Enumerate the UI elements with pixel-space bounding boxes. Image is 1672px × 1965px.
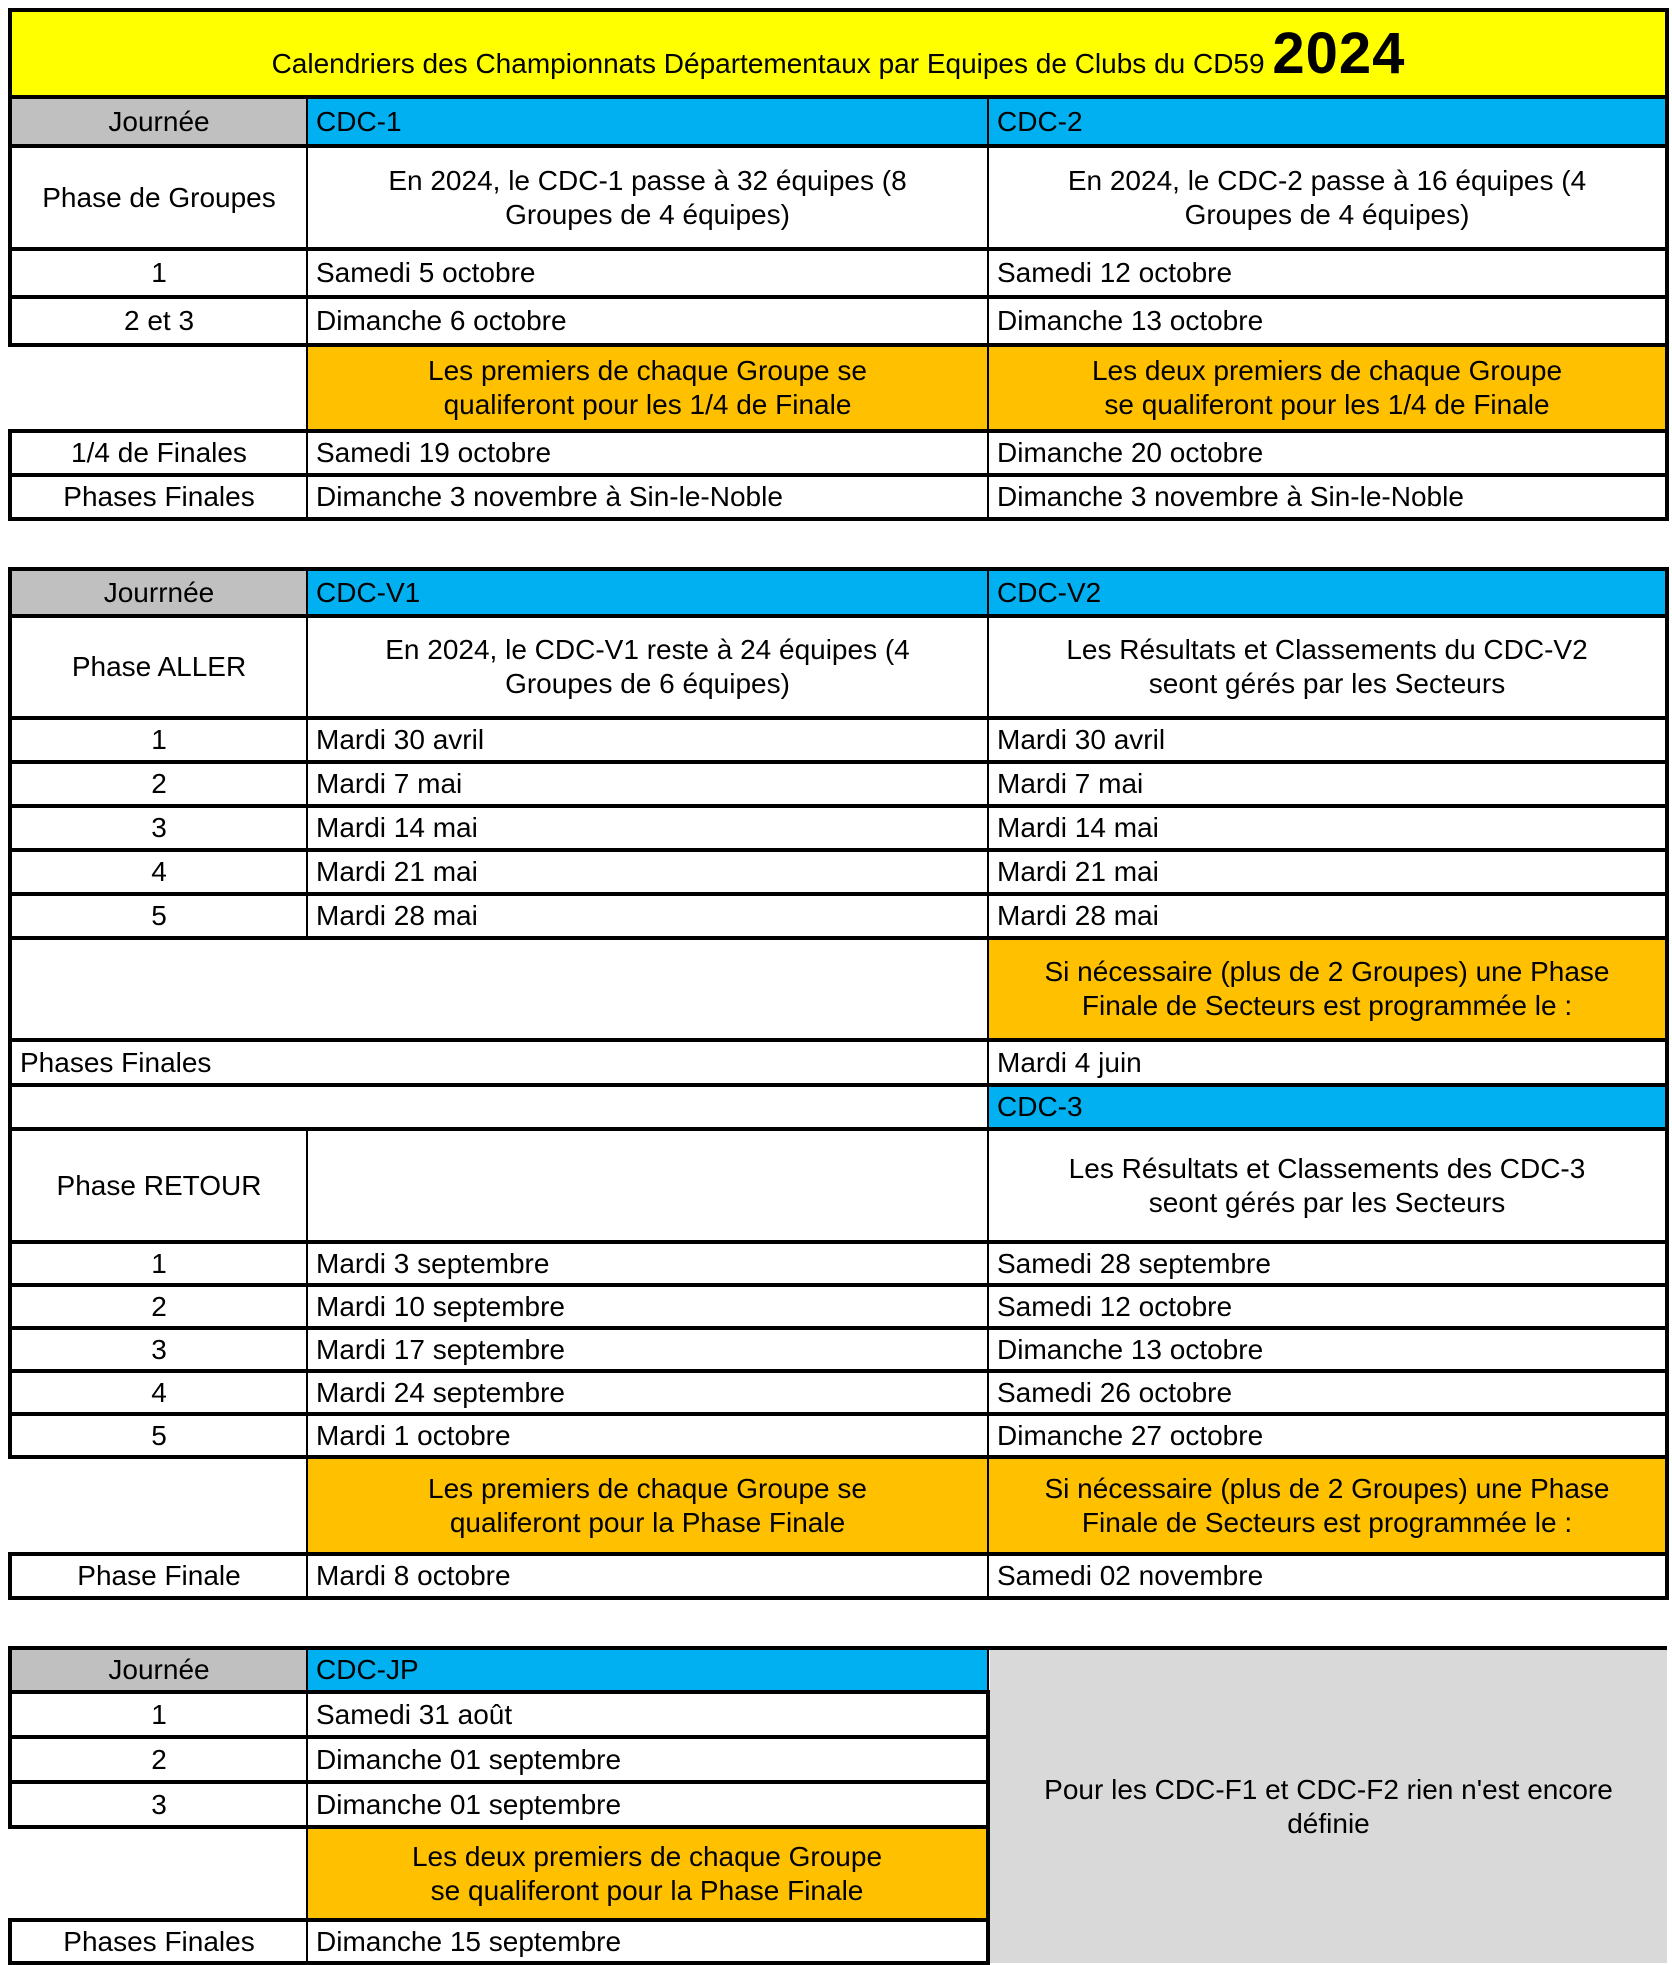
empty-cell [10, 938, 988, 1040]
desc-cell [307, 616, 988, 718]
t1-header-cdc1: CDC-1 [307, 97, 988, 146]
table-cdc1-cdc2 [8, 8, 1669, 521]
date-cell: Mardi 30 avril [307, 718, 988, 762]
t2-header-cdcv1: CDC-V1 [307, 569, 988, 616]
qualification-note-cell [307, 1457, 988, 1554]
table-row [10, 616, 1667, 718]
date-cell: Samedi 5 octobre [307, 249, 988, 297]
date-cell: Mardi 4 juin [988, 1040, 1667, 1085]
table-row [10, 1371, 1667, 1414]
row-label-cell: 4 [10, 850, 307, 894]
row-label-cell: 5 [10, 1414, 307, 1457]
date-cell: Samedi 19 octobre [307, 431, 988, 475]
row-label-cell: 3 [10, 806, 307, 850]
table-row [10, 249, 1667, 297]
qualification-text: Les deux premiers de chaque Groupe se qualiferont pour la Phase Finale [411, 1840, 883, 1906]
table-cdcjp [8, 1646, 1667, 1965]
row-label-cell: 5 [10, 894, 307, 938]
table-row [10, 718, 1667, 762]
date-cell: Samedi 12 octobre [988, 249, 1667, 297]
date-cell: Mardi 8 octobre [307, 1554, 988, 1598]
date-cell: Dimanche 3 novembre à Sin-le-Noble [988, 475, 1667, 519]
empty-cell [10, 345, 307, 431]
t2-header-journee: Jourrnée [10, 569, 307, 616]
empty-cell [10, 1085, 988, 1129]
secteurs-note-text: Si nécessaire (plus de 2 Groupes) une Phase Finale de Secteurs est programmée le : [1044, 1472, 1610, 1538]
table-row [10, 806, 1667, 850]
row-label-cell: 1 [10, 1242, 307, 1285]
date-cell: Mardi 7 mai [307, 762, 988, 806]
table-row [10, 762, 1667, 806]
qualification-text: Les premiers de chaque Groupe se qualiferont pour les 1/4 de Finale [428, 355, 867, 420]
date-cell: Mardi 30 avril [988, 718, 1667, 762]
date-cell: Samedi 02 novembre [988, 1554, 1667, 1598]
row-label-cell: 1 [10, 1692, 307, 1737]
table-row [10, 1285, 1667, 1328]
row-label-cell: 2 [10, 1737, 307, 1782]
title-row [10, 10, 1667, 97]
qualification-text: Les deux premiers de chaque Groupe se qualiferont pour les 1/4 de Finale [1091, 355, 1563, 420]
t2-header-cdc3: CDC-3 [988, 1085, 1667, 1129]
table-row [10, 1085, 1667, 1129]
title-year: 2024 [1272, 20, 1406, 86]
desc-cell [988, 146, 1667, 249]
date-cell: Mardi 7 mai [988, 762, 1667, 806]
date-cell: Mardi 14 mai [307, 806, 988, 850]
table-row [10, 1648, 1667, 1692]
date-cell: Samedi 26 octobre [988, 1371, 1667, 1414]
table-row [10, 569, 1667, 616]
table-row [10, 97, 1667, 146]
table-row [10, 1242, 1667, 1285]
table-row [10, 850, 1667, 894]
cdcf-note-cell [988, 1648, 1667, 1963]
date-cell: Mardi 3 septembre [307, 1242, 988, 1285]
row-label-cell: 2 et 3 [10, 297, 307, 345]
table-row [10, 475, 1667, 519]
t1-header-cdc2: CDC-2 [988, 97, 1667, 146]
date-cell: Dimanche 27 octobre [988, 1414, 1667, 1457]
date-cell: Dimanche 13 octobre [988, 1328, 1667, 1371]
date-cell: Dimanche 15 septembre [307, 1920, 988, 1963]
table-row [10, 146, 1667, 249]
table-row [10, 1040, 1667, 1085]
row-label-cell: 2 [10, 1285, 307, 1328]
secteurs-note-cell [988, 938, 1667, 1040]
desc-text: En 2024, le CDC-V1 reste à 24 équipes (4 Groupes de 6 équipes) [385, 634, 910, 699]
date-cell: Mardi 14 mai [988, 806, 1667, 850]
desc-cell [307, 146, 988, 249]
table-row [10, 894, 1667, 938]
cdcf-note-text: Pour les CDC-F1 et CDC-F2 rien n'est encore définie [1044, 1773, 1613, 1839]
table-row [10, 938, 1667, 1040]
row-label-cell: 4 [10, 1371, 307, 1414]
table-cdcv1-cdcv2-cdc3 [8, 567, 1669, 1600]
date-cell: Dimanche 01 septembre [307, 1737, 988, 1782]
date-cell: Mardi 10 septembre [307, 1285, 988, 1328]
row-label-cell: Phases Finales [10, 1040, 988, 1085]
desc-text: En 2024, le CDC-1 passe à 32 équipes (8 Groupes de 4 équipes) [388, 164, 907, 230]
row-label-cell: Phase ALLER [10, 616, 307, 718]
table-row [10, 431, 1667, 475]
desc-text: Les Résultats et Classements du CDC-V2 seont gérés par les Secteurs [1066, 634, 1588, 699]
date-cell: Mardi 21 mai [988, 850, 1667, 894]
desc-cell [988, 616, 1667, 718]
row-label-cell: Phases Finales [10, 1920, 307, 1963]
date-cell: Mardi 28 mai [307, 894, 988, 938]
date-cell: Samedi 28 septembre [988, 1242, 1667, 1285]
date-cell: Dimanche 13 octobre [988, 297, 1667, 345]
desc-text: En 2024, le CDC-2 passe à 16 équipes (4 Groupes de 4 équipes) [1067, 164, 1587, 230]
row-label-cell: Phase Finale [10, 1554, 307, 1598]
date-cell: Mardi 21 mai [307, 850, 988, 894]
date-cell: Dimanche 3 novembre à Sin-le-Noble [307, 475, 988, 519]
secteurs-note-text: Si nécessaire (plus de 2 Groupes) une Phase Finale de Secteurs est programmée le : [1044, 956, 1610, 1021]
empty-cell [307, 1129, 988, 1242]
qualification-note-cell [307, 345, 988, 431]
row-label-cell: 3 [10, 1782, 307, 1827]
date-cell: Mardi 17 septembre [307, 1328, 988, 1371]
row-label-cell: 3 [10, 1328, 307, 1371]
date-cell: Samedi 31 août [307, 1692, 988, 1737]
table-row [10, 1554, 1667, 1598]
table-row [10, 297, 1667, 345]
qualification-note-cell [988, 345, 1667, 431]
table-row [10, 1328, 1667, 1371]
date-cell: Samedi 12 octobre [988, 1285, 1667, 1328]
date-cell: Mardi 1 octobre [307, 1414, 988, 1457]
desc-cell [988, 1129, 1667, 1242]
date-cell: Mardi 24 septembre [307, 1371, 988, 1414]
t2-header-cdcv2: CDC-V2 [988, 569, 1667, 616]
t3-header-journee: Journée [10, 1648, 307, 1692]
date-cell: Mardi 28 mai [988, 894, 1667, 938]
title-banner [10, 10, 1667, 97]
row-label-cell: 2 [10, 762, 307, 806]
date-cell: Dimanche 20 octobre [988, 431, 1667, 475]
desc-text: Les Résultats et Classements des CDC-3 seont gérés par les Secteurs [1068, 1152, 1586, 1218]
date-cell: Dimanche 6 octobre [307, 297, 988, 345]
empty-cell [10, 1457, 307, 1554]
table-row [10, 1414, 1667, 1457]
table-row [10, 1129, 1667, 1242]
row-label-cell: Phases Finales [10, 475, 307, 519]
page-title: Calendriers des Championnats Départementaux par Equipes de Clubs du CD59 [271, 47, 1265, 79]
qualification-note-cell [307, 1827, 988, 1920]
row-label-cell: 1 [10, 718, 307, 762]
row-label-cell: Phase de Groupes [10, 146, 307, 249]
table-row [10, 1457, 1667, 1554]
row-label-cell: 1 [10, 249, 307, 297]
table-row [10, 345, 1667, 431]
t1-header-journee: Journée [10, 97, 307, 146]
row-label-cell: Phase RETOUR [10, 1129, 307, 1242]
secteurs-note-cell [988, 1457, 1667, 1554]
row-label-cell: 1/4 de Finales [10, 431, 307, 475]
qualification-text: Les premiers de chaque Groupe se qualiferont pour la Phase Finale [428, 1472, 867, 1538]
t3-header-cdcjp: CDC-JP [307, 1648, 988, 1692]
date-cell: Dimanche 01 septembre [307, 1782, 988, 1827]
spacer [8, 1600, 1672, 1646]
empty-cell [10, 1827, 307, 1920]
spacer [8, 521, 1672, 567]
